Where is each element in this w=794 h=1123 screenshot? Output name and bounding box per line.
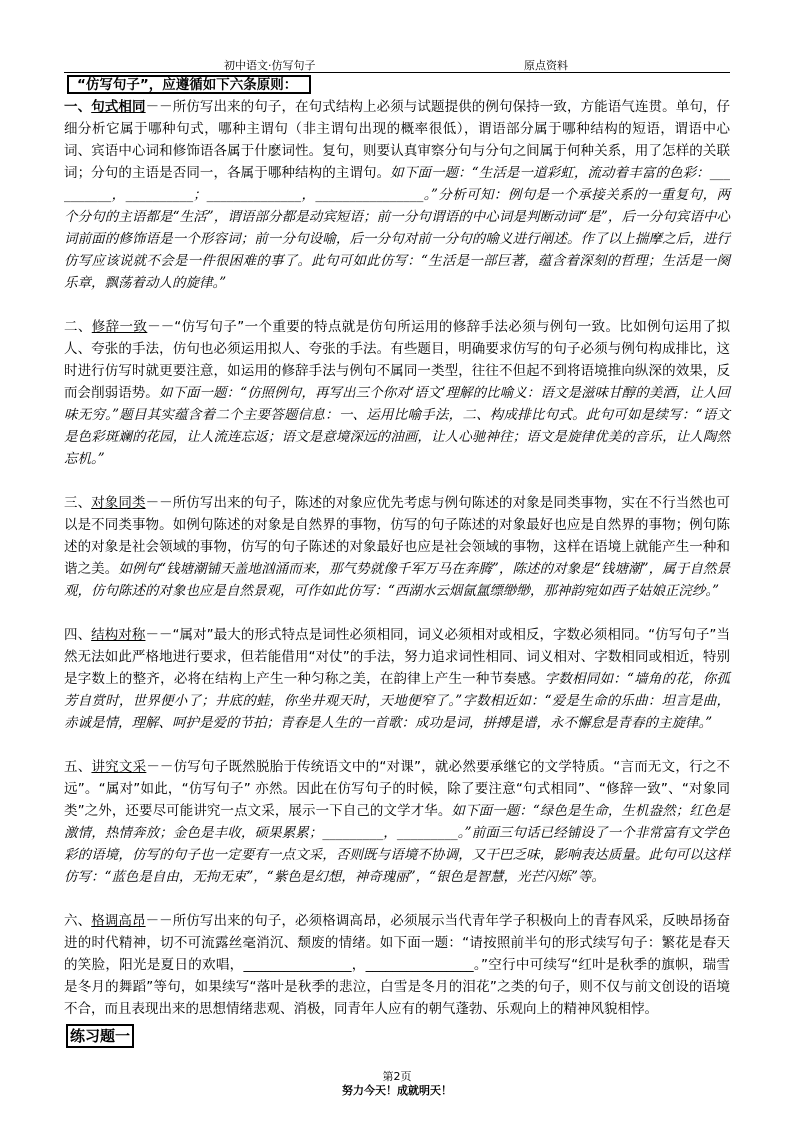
principles-body bbox=[64, 96, 730, 1042]
section-text: －－所仿写出来的句子，必须格调高昂，必须展示当代青年学子积极向上的青春风采，反映昂扬奋进的时代精神，切不可流露丝毫消沉、颓废的情绪。如下面一题：“请按照前半句的形式续写句子：繁花是春天的笑脸，阳光是夏日的欢唱，________________，________________。”空行中可续写“红叶是秋季的旗帜，瑞雪是冬月的舞蹈”等句，如果续写“落叶是秋季的悲泣，白雪是冬月的泪花”之类的句子，则不仅与前文创设的语境不合，而且表现出来的思想情绪悲观、消极，同青年人应有的朝气蓬勃、乐观向上的精神风貌相悖。 bbox=[64, 913, 731, 1017]
section-title: 格调高昂 bbox=[91, 913, 146, 929]
section-num: 一、 bbox=[64, 99, 92, 115]
section-text: －－“属对”最大的形式特点是词性必须相同，词义必须相对或相反，字数必须相同。“仿写句子”当然无法如此严格地进行要求，但若能借用“对仗”的手法，努力追求词性相同、词义相对、字数相同或相近，特别是字数上的整齐，必将在结构上产生一种匀称之美，在韵律上产生一种节奏感。 bbox=[64, 627, 731, 687]
page-header bbox=[64, 56, 730, 73]
header-right: 原点资料 bbox=[524, 59, 568, 72]
section-title: 结构对称 bbox=[91, 627, 146, 643]
section-num: 三、 bbox=[64, 495, 92, 511]
section-example: 如例句“钱塘潮铺天盖地汹涌而来，那气势就像千军万马在奔腾”，陈述的对象是“钱塘潮”，属于自然景观，仿句陈述的对象也应是自然景观，可作如此仿写：“西湖水云烟氤氲缥缈缈，那神韵宛如西子姑娘正浣纱。” bbox=[64, 561, 730, 599]
section-title: 对象同类 bbox=[91, 495, 146, 511]
header-left: 初中语文·仿写句子 bbox=[224, 59, 316, 72]
section-example: 如下面一题：“生活是一道彩虹，流动着丰富的色彩：__________，__________；______________，________________。”分析可知：例句是一个承接关系的一重复句，两个分句的主语都是“生活”，谓语部分都是动宾短语；前一分句谓语的中心词是判断动词“是”，后一分句宾语中心词前面的修饰语是一个形容词；前一分句设喻，后一分句对前一分句的喻义进行阐述。作了以上揣摩之后，进行仿写应该说就不会是一件很困难的事了。此句可如此仿写：“生活是一部巨著，蕴含着深刻的哲理；生活是一阕乐章，飘荡着动人的旋律。” bbox=[64, 165, 730, 291]
section-num: 四、 bbox=[64, 627, 92, 643]
section-example: 如下面一题：“绿色是生命，生机盎然；红色是激情，热情奔放；金色是丰收，硕果累累；_________，_________。”前面三句话已经铺设了一个非常富有文学色彩的语境，仿写的句子也一定要有一点文采，否则既与语境不协调，又干巴乏味，影响表达质量。此句可以这样仿写：“蓝色是自由，无拘无束”，“紫色是幻想，神奇瑰丽”，“银色是智慧，光芒闪烁”等。 bbox=[64, 803, 730, 885]
section-num: 六、 bbox=[64, 913, 92, 929]
section-num: 二、 bbox=[64, 319, 92, 335]
section-text: －－仿写句子既然脱胎于传统语文中的“对课”，就必然要承继它的文学特质。“言而无文，行之不远”。“属对”如此，“仿写句子” 亦然。因此在仿写句子的时候，除了要注意“句式相同”、“修辞一致”、“对象同类”之外，还要尽可能讲究一点文采，展示一下自己的文学才华。 bbox=[64, 759, 731, 819]
section-example: 字数相同如：“墙角的花，你孤芳自赏时，世界便小了；井底的蛙，你坐井观天时，天地便窄了。”字数相近如：“爱是生命的乐曲：坦言是曲，赤诚是情，理解、呵护是爱的节拍；青春是人生的一首歌：成功是词，拼搏是谱，永不懈怠是青春的主旋律。” bbox=[64, 671, 730, 731]
section-2 bbox=[64, 316, 730, 470]
section-5 bbox=[64, 756, 730, 888]
page-footer bbox=[0, 1070, 794, 1098]
section-title: 修辞一致 bbox=[91, 319, 148, 335]
section-4 bbox=[64, 624, 730, 734]
section-6 bbox=[64, 910, 730, 1020]
footer-motto: 努力今天！成就明天！ bbox=[342, 1084, 452, 1097]
section-title: 讲究文采 bbox=[91, 759, 147, 775]
section-text: －－“仿写句子”一个重要的特点就是仿句所运用的修辞手法必须与例句一致。比如例句运用了拟人、夸张的手法，仿句也必须运用拟人、夸张的手法。有些题目，明确要求仿写的句子必须与例句构成排比，这时进行仿写时就更要注意，如运用的修辞手法与例句不属同一类型，往往不但起不到将语境推向纵深的效果，反而会削弱语势。 bbox=[64, 319, 731, 401]
principles-title: “仿写句子”，应遵循如下六条原则： bbox=[67, 75, 311, 94]
section-title: 句式相同 bbox=[91, 99, 146, 115]
section-num: 五、 bbox=[64, 759, 92, 775]
exercise-heading: 练习题一 bbox=[66, 1024, 134, 1048]
page-number: 第2页 bbox=[382, 1070, 412, 1083]
section-text: －－所仿写出来的句子，陈述的对象应优先考虑与例句陈述的对象是同类事物，实在不行当然也可以是不同类事物。如例句陈述的对象是自然界的事物，仿写的句子陈述的对象最好也应是自然界的事物；例句陈述的对象是社会领域的事物，仿写的句子陈述的对象最好也应是社会领域的事物，这样在语境上就能产生一种和谐之美。 bbox=[64, 495, 731, 577]
section-1 bbox=[64, 96, 730, 294]
section-example: 如下面一题：“仿照例句，再写出三个你对‘语文’理解的比喻义：语文是滋味甘醇的美酒，让人回味无穷。”题目其实蕴含着二个主要答题信息：一、运用比喻手法，二、构成排比句式。此句可如是续写：“语文是色彩斑斓的花园，让人流连忘返；语文是意境深远的油画，让人心驰神往；语文是旋律优美的音乐，让人陶然忘机。” bbox=[64, 385, 731, 467]
section-text: －－所仿写出来的句子，在句式结构上必须与试题提供的例句保持一致，方能语气连贯。单句，仔细分析它属于哪种句式，哪种主谓句（非主谓句出现的概率很低），谓语部分属于哪种结构的短语，谓语中心词、宾语中心词和修饰语各属于什麽词性。复句，则要认真审察分句与分句之间属于何种关系，用了怎样的关联词；分句的主语是否同一，各属于哪种结构的主谓句。 bbox=[64, 99, 731, 181]
section-3 bbox=[64, 492, 730, 602]
